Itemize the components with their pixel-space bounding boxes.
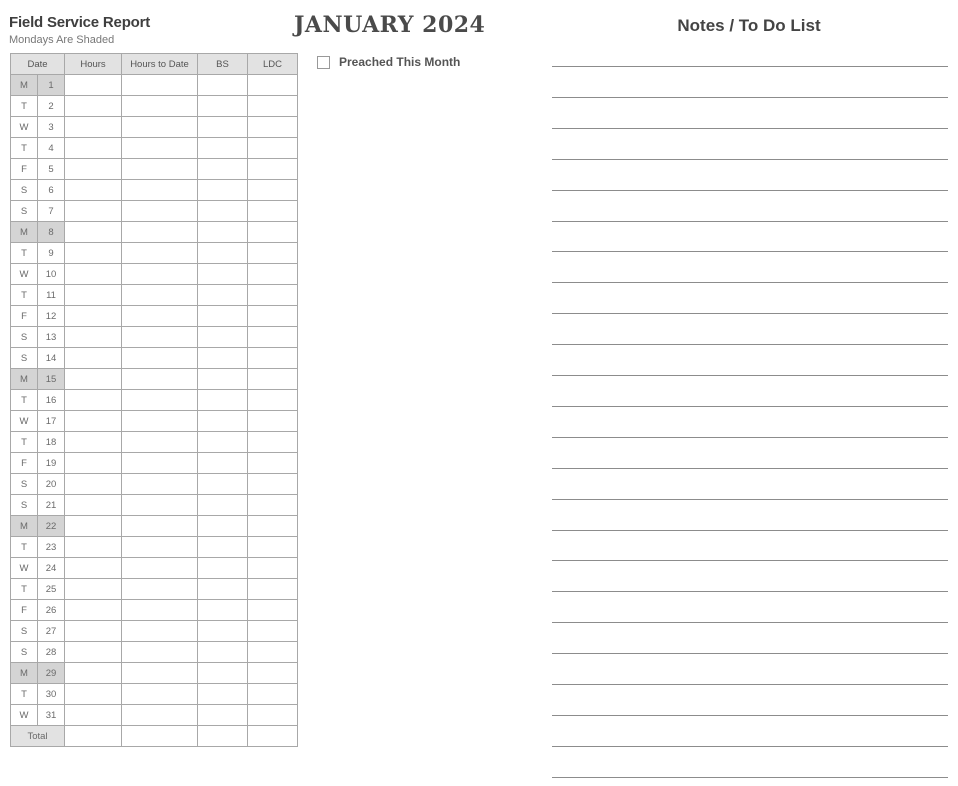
note-line[interactable]: [552, 344, 948, 345]
hours-cell[interactable]: [65, 516, 122, 537]
column-header-hours-to-date: Hours to Date: [122, 54, 198, 75]
note-line[interactable]: [552, 66, 948, 67]
ldc-cell[interactable]: [248, 369, 298, 390]
table-row: [11, 453, 298, 474]
date-cell: 20: [38, 474, 65, 495]
total-hours-to-date-cell[interactable]: [122, 726, 198, 747]
date-cell: 3: [38, 117, 65, 138]
bs-cell[interactable]: [198, 663, 248, 684]
column-header-ldc: LDC: [248, 54, 298, 75]
note-line[interactable]: [552, 375, 948, 376]
day-cell: W: [11, 705, 38, 726]
ldc-cell[interactable]: [248, 495, 298, 516]
hours-to-date-cell[interactable]: [122, 390, 198, 411]
table-row: [11, 495, 298, 516]
date-cell: 7: [38, 201, 65, 222]
hours-cell[interactable]: [65, 138, 122, 159]
date-cell: 30: [38, 684, 65, 705]
column-header-bs: BS: [198, 54, 248, 75]
bs-cell[interactable]: [198, 705, 248, 726]
hours-to-date-cell[interactable]: [122, 75, 198, 96]
note-line[interactable]: [552, 406, 948, 407]
note-line[interactable]: [552, 622, 948, 623]
total-row: [11, 726, 298, 747]
day-cell: T: [11, 537, 38, 558]
hours-cell[interactable]: [65, 306, 122, 327]
ldc-cell[interactable]: [248, 453, 298, 474]
table-row: [11, 348, 298, 369]
ldc-cell[interactable]: [248, 642, 298, 663]
table-row: [11, 621, 298, 642]
bs-cell[interactable]: [198, 684, 248, 705]
bs-cell[interactable]: [198, 75, 248, 96]
day-cell: T: [11, 96, 38, 117]
notes-title: Notes / To Do List: [677, 16, 821, 35]
table-row: [11, 411, 298, 432]
hours-to-date-cell[interactable]: [122, 705, 198, 726]
hours-to-date-cell[interactable]: [122, 516, 198, 537]
ldc-cell[interactable]: [248, 621, 298, 642]
date-cell: 5: [38, 159, 65, 180]
ldc-cell[interactable]: [248, 96, 298, 117]
day-cell: T: [11, 243, 38, 264]
note-line[interactable]: [552, 530, 948, 531]
day-cell: M: [11, 222, 38, 243]
bs-cell[interactable]: [198, 285, 248, 306]
note-line[interactable]: [552, 97, 948, 98]
hours-to-date-cell[interactable]: [122, 537, 198, 558]
ldc-cell[interactable]: [248, 558, 298, 579]
hours-to-date-cell[interactable]: [122, 285, 198, 306]
date-cell: 13: [38, 327, 65, 348]
note-line[interactable]: [552, 251, 948, 252]
hours-to-date-cell[interactable]: [122, 579, 198, 600]
bs-cell[interactable]: [198, 474, 248, 495]
date-cell: 14: [38, 348, 65, 369]
hours-to-date-cell[interactable]: [122, 474, 198, 495]
bs-cell[interactable]: [198, 306, 248, 327]
table-row: [11, 117, 298, 138]
hours-cell[interactable]: [65, 495, 122, 516]
bs-cell[interactable]: [198, 453, 248, 474]
hours-cell[interactable]: [65, 558, 122, 579]
note-line[interactable]: [552, 437, 948, 438]
hours-to-date-cell[interactable]: [122, 663, 198, 684]
date-cell: 11: [38, 285, 65, 306]
day-cell: S: [11, 348, 38, 369]
hours-cell[interactable]: [65, 201, 122, 222]
hours-cell[interactable]: [65, 537, 122, 558]
hours-to-date-cell[interactable]: [122, 96, 198, 117]
ldc-cell[interactable]: [248, 75, 298, 96]
preached-checkbox[interactable]: [317, 56, 330, 69]
day-cell: F: [11, 159, 38, 180]
table-row: [11, 222, 298, 243]
hours-to-date-cell[interactable]: [122, 159, 198, 180]
hours-cell[interactable]: [65, 222, 122, 243]
hours-to-date-cell[interactable]: [122, 453, 198, 474]
hours-cell[interactable]: [65, 243, 122, 264]
date-cell: 12: [38, 306, 65, 327]
date-cell: 8: [38, 222, 65, 243]
note-line[interactable]: [552, 777, 948, 778]
total-label: Total: [11, 726, 65, 747]
table-row: [11, 285, 298, 306]
table-row: [11, 243, 298, 264]
table-row: [11, 390, 298, 411]
ldc-cell[interactable]: [248, 705, 298, 726]
table-row: [11, 474, 298, 495]
bs-cell[interactable]: [198, 138, 248, 159]
bs-cell[interactable]: [198, 537, 248, 558]
bs-cell[interactable]: [198, 600, 248, 621]
report-subtitle: Mondays Are Shaded: [9, 34, 115, 46]
ldc-cell[interactable]: [248, 474, 298, 495]
hours-to-date-cell[interactable]: [122, 411, 198, 432]
note-line[interactable]: [552, 560, 948, 561]
day-cell: T: [11, 138, 38, 159]
report-title: Field Service Report: [9, 14, 151, 31]
bs-cell[interactable]: [198, 327, 248, 348]
day-cell: W: [11, 558, 38, 579]
date-cell: 28: [38, 642, 65, 663]
service-report-table: [10, 53, 298, 747]
date-cell: 24: [38, 558, 65, 579]
ldc-cell[interactable]: [248, 327, 298, 348]
date-cell: 17: [38, 411, 65, 432]
table-row: [11, 600, 298, 621]
day-cell: M: [11, 663, 38, 684]
bs-cell[interactable]: [198, 390, 248, 411]
ldc-cell[interactable]: [248, 138, 298, 159]
table-row: [11, 537, 298, 558]
bs-cell[interactable]: [198, 579, 248, 600]
ldc-cell[interactable]: [248, 516, 298, 537]
hours-to-date-cell[interactable]: [122, 201, 198, 222]
day-cell: M: [11, 75, 38, 96]
date-cell: 18: [38, 432, 65, 453]
hours-to-date-cell[interactable]: [122, 264, 198, 285]
ldc-cell[interactable]: [248, 159, 298, 180]
hours-cell[interactable]: [65, 180, 122, 201]
hours-cell[interactable]: [65, 705, 122, 726]
day-cell: T: [11, 432, 38, 453]
total-hours-cell[interactable]: [65, 726, 122, 747]
hours-cell[interactable]: [65, 453, 122, 474]
preached-label: Preached This Month: [339, 55, 461, 69]
hours-cell[interactable]: [65, 369, 122, 390]
date-cell: 19: [38, 453, 65, 474]
date-cell: 25: [38, 579, 65, 600]
hours-cell[interactable]: [65, 159, 122, 180]
date-cell: 10: [38, 264, 65, 285]
day-cell: T: [11, 390, 38, 411]
hours-cell[interactable]: [65, 96, 122, 117]
hours-cell[interactable]: [65, 684, 122, 705]
table-row: [11, 201, 298, 222]
hours-cell[interactable]: [65, 600, 122, 621]
table-row: [11, 75, 298, 96]
ldc-cell[interactable]: [248, 411, 298, 432]
hours-cell[interactable]: [65, 117, 122, 138]
date-cell: 16: [38, 390, 65, 411]
hours-to-date-cell[interactable]: [122, 495, 198, 516]
hours-cell[interactable]: [65, 75, 122, 96]
hours-to-date-cell[interactable]: [122, 348, 198, 369]
hours-cell[interactable]: [65, 390, 122, 411]
hours-cell[interactable]: [65, 663, 122, 684]
table-row: [11, 96, 298, 117]
table-header-row: [11, 54, 298, 75]
hours-to-date-cell[interactable]: [122, 180, 198, 201]
table-row: [11, 432, 298, 453]
day-cell: F: [11, 600, 38, 621]
ldc-cell[interactable]: [248, 684, 298, 705]
note-line[interactable]: [552, 684, 948, 685]
note-line[interactable]: [552, 128, 948, 129]
day-cell: F: [11, 453, 38, 474]
day-cell: W: [11, 264, 38, 285]
ldc-cell[interactable]: [248, 348, 298, 369]
table-row: [11, 579, 298, 600]
hours-to-date-cell[interactable]: [122, 222, 198, 243]
table-row: [11, 663, 298, 684]
day-cell: S: [11, 621, 38, 642]
bs-cell[interactable]: [198, 495, 248, 516]
note-line[interactable]: [552, 282, 948, 283]
day-cell: M: [11, 369, 38, 390]
day-cell: S: [11, 474, 38, 495]
note-line[interactable]: [552, 715, 948, 716]
note-line[interactable]: [552, 653, 948, 654]
day-cell: W: [11, 117, 38, 138]
bs-cell[interactable]: [198, 243, 248, 264]
day-cell: M: [11, 516, 38, 537]
date-cell: 1: [38, 75, 65, 96]
date-cell: 21: [38, 495, 65, 516]
ldc-cell[interactable]: [248, 390, 298, 411]
hours-cell[interactable]: [65, 264, 122, 285]
table-row: [11, 516, 298, 537]
hours-cell[interactable]: [65, 411, 122, 432]
date-cell: 15: [38, 369, 65, 390]
table-row: [11, 705, 298, 726]
note-line[interactable]: [552, 746, 948, 747]
bs-cell[interactable]: [198, 369, 248, 390]
hours-cell[interactable]: [65, 579, 122, 600]
ldc-cell[interactable]: [248, 432, 298, 453]
hours-to-date-cell[interactable]: [122, 327, 198, 348]
total-bs-cell[interactable]: [198, 726, 248, 747]
ldc-cell[interactable]: [248, 600, 298, 621]
bs-cell[interactable]: [198, 117, 248, 138]
bs-cell[interactable]: [198, 516, 248, 537]
ldc-cell[interactable]: [248, 117, 298, 138]
ldc-cell[interactable]: [248, 180, 298, 201]
ldc-cell[interactable]: [248, 243, 298, 264]
total-ldc-cell[interactable]: [248, 726, 298, 747]
ldc-cell[interactable]: [248, 285, 298, 306]
report-body: [11, 75, 298, 726]
note-line[interactable]: [552, 190, 948, 191]
hours-cell[interactable]: [65, 285, 122, 306]
table-row: [11, 306, 298, 327]
date-cell: 23: [38, 537, 65, 558]
bs-cell[interactable]: [198, 222, 248, 243]
date-cell: 4: [38, 138, 65, 159]
day-cell: S: [11, 495, 38, 516]
date-cell: 2: [38, 96, 65, 117]
table-row: [11, 159, 298, 180]
column-header-date: Date: [11, 54, 65, 75]
bs-cell[interactable]: [198, 621, 248, 642]
date-cell: 9: [38, 243, 65, 264]
date-cell: 22: [38, 516, 65, 537]
bs-cell[interactable]: [198, 558, 248, 579]
hours-cell[interactable]: [65, 474, 122, 495]
bs-cell[interactable]: [198, 180, 248, 201]
note-line[interactable]: [552, 159, 948, 160]
bs-cell[interactable]: [198, 411, 248, 432]
bs-cell[interactable]: [198, 96, 248, 117]
ldc-cell[interactable]: [248, 579, 298, 600]
day-cell: F: [11, 306, 38, 327]
hours-cell[interactable]: [65, 642, 122, 663]
date-cell: 26: [38, 600, 65, 621]
ldc-cell[interactable]: [248, 201, 298, 222]
date-cell: 6: [38, 180, 65, 201]
bs-cell[interactable]: [198, 201, 248, 222]
table-row: [11, 180, 298, 201]
day-cell: S: [11, 327, 38, 348]
day-cell: W: [11, 411, 38, 432]
ldc-cell[interactable]: [248, 306, 298, 327]
date-cell: 31: [38, 705, 65, 726]
bs-cell[interactable]: [198, 642, 248, 663]
table-row: [11, 138, 298, 159]
hours-to-date-cell[interactable]: [122, 306, 198, 327]
note-line[interactable]: [552, 499, 948, 500]
hours-to-date-cell[interactable]: [122, 369, 198, 390]
hours-cell[interactable]: [65, 621, 122, 642]
ldc-cell[interactable]: [248, 537, 298, 558]
ldc-cell[interactable]: [248, 264, 298, 285]
day-cell: T: [11, 579, 38, 600]
date-cell: 27: [38, 621, 65, 642]
table-row: [11, 684, 298, 705]
ldc-cell[interactable]: [248, 663, 298, 684]
day-cell: S: [11, 642, 38, 663]
table-row: [11, 264, 298, 285]
note-line[interactable]: [552, 313, 948, 314]
hours-to-date-cell[interactable]: [122, 558, 198, 579]
bs-cell[interactable]: [198, 159, 248, 180]
table-row: [11, 369, 298, 390]
hours-to-date-cell[interactable]: [122, 138, 198, 159]
hours-to-date-cell[interactable]: [122, 243, 198, 264]
day-cell: S: [11, 201, 38, 222]
hours-to-date-cell[interactable]: [122, 684, 198, 705]
day-cell: S: [11, 180, 38, 201]
table-row: [11, 327, 298, 348]
preached-this-month[interactable]: [317, 55, 460, 69]
table-row: [11, 642, 298, 663]
ldc-cell[interactable]: [248, 222, 298, 243]
day-cell: T: [11, 684, 38, 705]
date-cell: 29: [38, 663, 65, 684]
hours-cell[interactable]: [65, 432, 122, 453]
bs-cell[interactable]: [198, 432, 248, 453]
bs-cell[interactable]: [198, 348, 248, 369]
day-cell: T: [11, 285, 38, 306]
table-row: [11, 558, 298, 579]
hours-cell[interactable]: [65, 327, 122, 348]
hours-to-date-cell[interactable]: [122, 600, 198, 621]
column-header-hours: Hours: [65, 54, 122, 75]
hours-to-date-cell[interactable]: [122, 117, 198, 138]
hours-to-date-cell[interactable]: [122, 642, 198, 663]
month-title: JANUARY 2024: [294, 12, 486, 38]
hours-to-date-cell[interactable]: [122, 621, 198, 642]
note-line[interactable]: [552, 591, 948, 592]
hours-cell[interactable]: [65, 348, 122, 369]
hours-to-date-cell[interactable]: [122, 432, 198, 453]
note-line[interactable]: [552, 221, 948, 222]
note-line[interactable]: [552, 468, 948, 469]
bs-cell[interactable]: [198, 264, 248, 285]
